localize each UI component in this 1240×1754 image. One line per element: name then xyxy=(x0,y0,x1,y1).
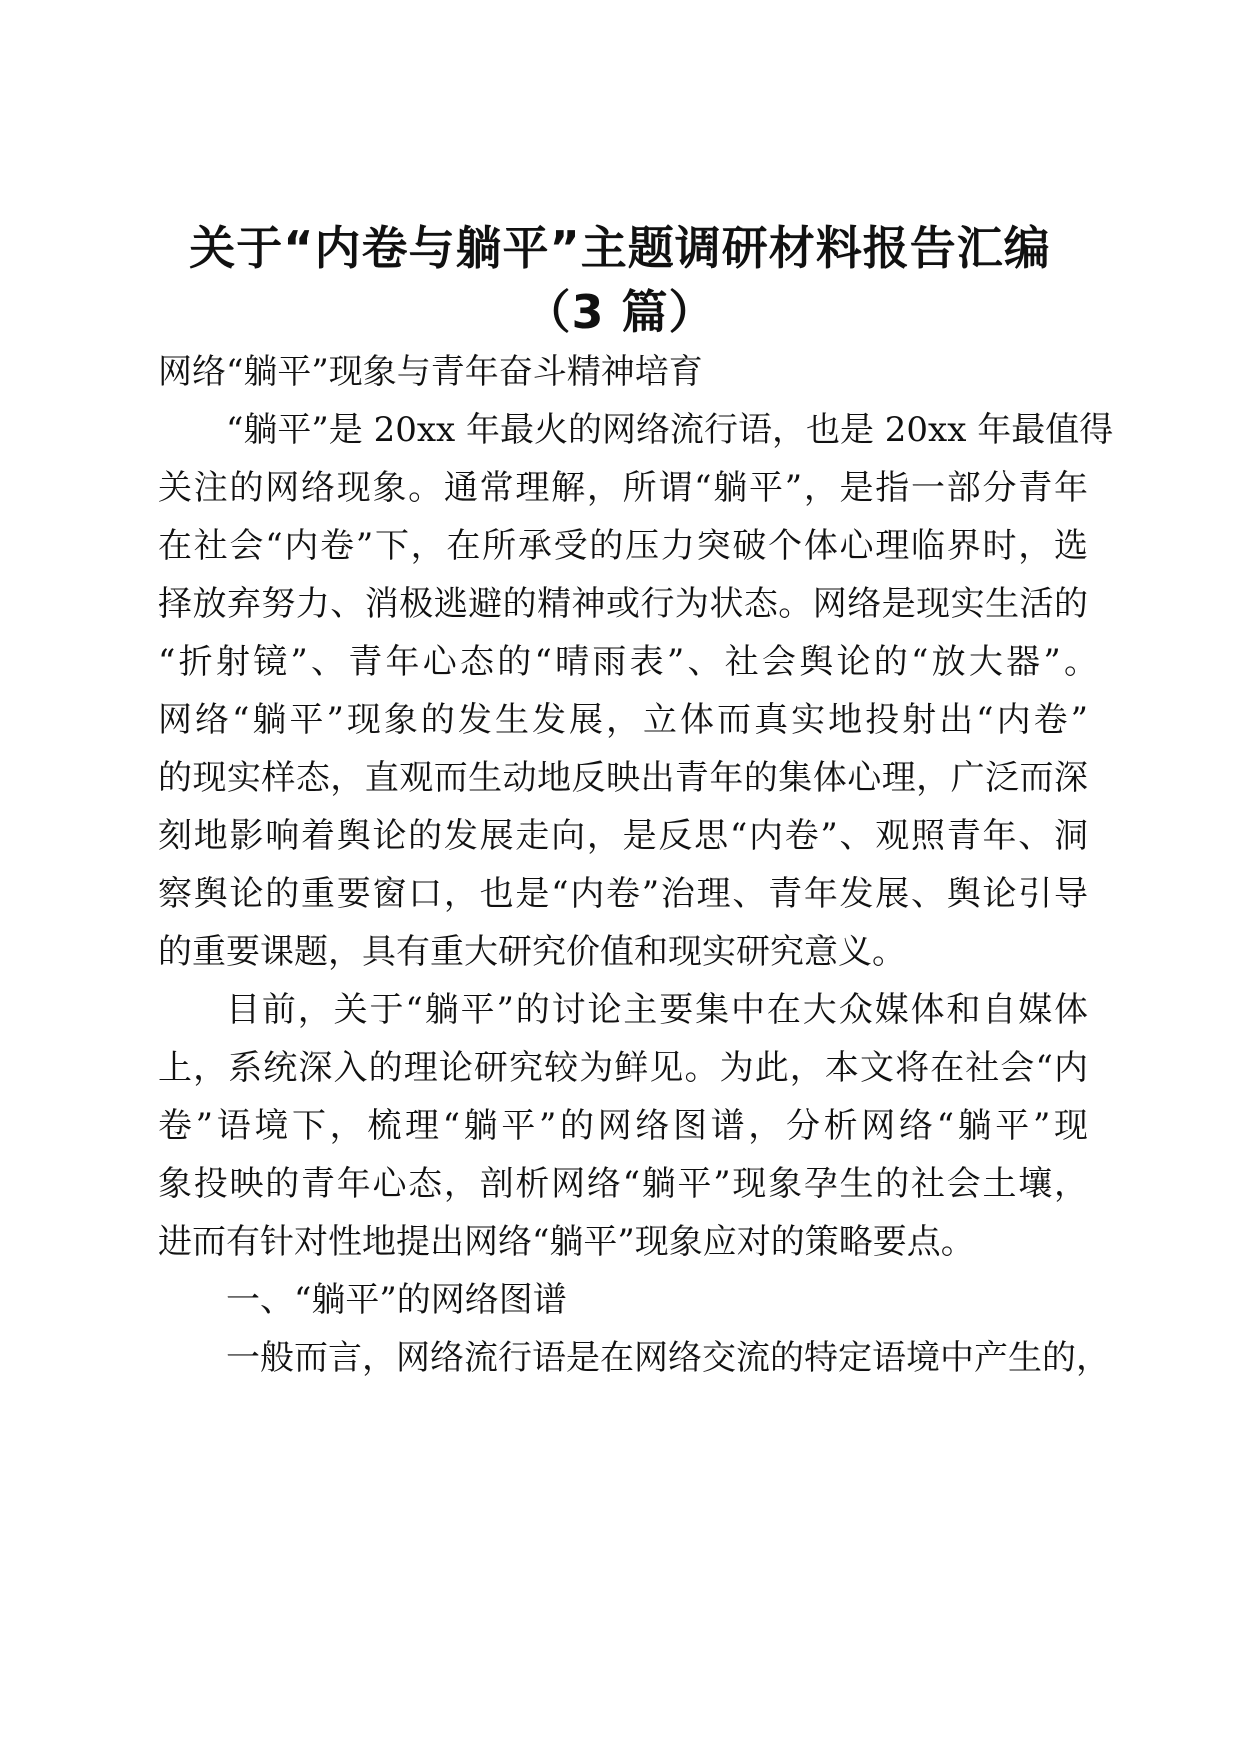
paragraph-line: 网络“躺平”现象的发生发展，立体而真实地投射出“内卷” xyxy=(158,700,1088,740)
paragraph-line: 察舆论的重要窗口，也是“内卷”治理、青年发展、舆论引导 xyxy=(158,874,1088,914)
paragraph-line: 上，系统深入的理论研究较为鲜见。为此，本文将在社会“内 xyxy=(158,1048,1088,1088)
paragraph-line: 的现实样态，直观而生动地反映出青年的集体心理，广泛而深 xyxy=(158,758,1088,798)
section-subtitle: 网络“躺平”现象与青年奋斗精神培育 xyxy=(158,352,703,392)
paragraph-line: 目前，关于“躺平”的讨论主要集中在大众媒体和自媒体 xyxy=(226,990,1088,1030)
paragraph-line: 刻地影响着舆论的发展走向，是反思“内卷”、观照青年、洞 xyxy=(158,816,1088,856)
section-heading: 一、“躺平”的网络图谱 xyxy=(226,1280,567,1320)
paragraph-line: 的重要课题，具有重大研究价值和现实研究意义。 xyxy=(158,932,906,972)
document-title: 关于“内卷与躺平”主题调研材料报告汇编 xyxy=(189,221,1051,275)
paragraph-line: 择放弃努力、消极逃避的精神或行为状态。网络是现实生活的 xyxy=(158,584,1088,624)
paragraph-line: “躺平”是 20xx 年最火的网络流行语，也是 20xx 年最值得 xyxy=(226,410,1114,450)
paragraph-line: 卷”语境下，梳理“躺平”的网络图谱，分析网络“躺平”现 xyxy=(158,1106,1088,1146)
paragraph-line: 在社会“内卷”下，在所承受的压力突破个体心理临界时，选 xyxy=(158,526,1088,566)
document-title-count: （3 篇） xyxy=(524,285,716,339)
paragraph-line: 象投映的青年心态，剖析网络“躺平”现象孕生的社会土壤， xyxy=(158,1164,1088,1204)
paragraph-line: 一般而言，网络流行语是在网络交流的特定语境中产生的， xyxy=(226,1338,1110,1378)
paragraph-line: “折射镜”、青年心态的“晴雨表”、社会舆论的“放大器”。 xyxy=(158,642,1098,682)
paragraph-line: 关注的网络现象。通常理解，所谓“躺平”，是指一部分青年 xyxy=(158,468,1088,508)
paragraph-line: 进而有针对性地提出网络“躺平”现象应对的策略要点。 xyxy=(158,1222,975,1262)
